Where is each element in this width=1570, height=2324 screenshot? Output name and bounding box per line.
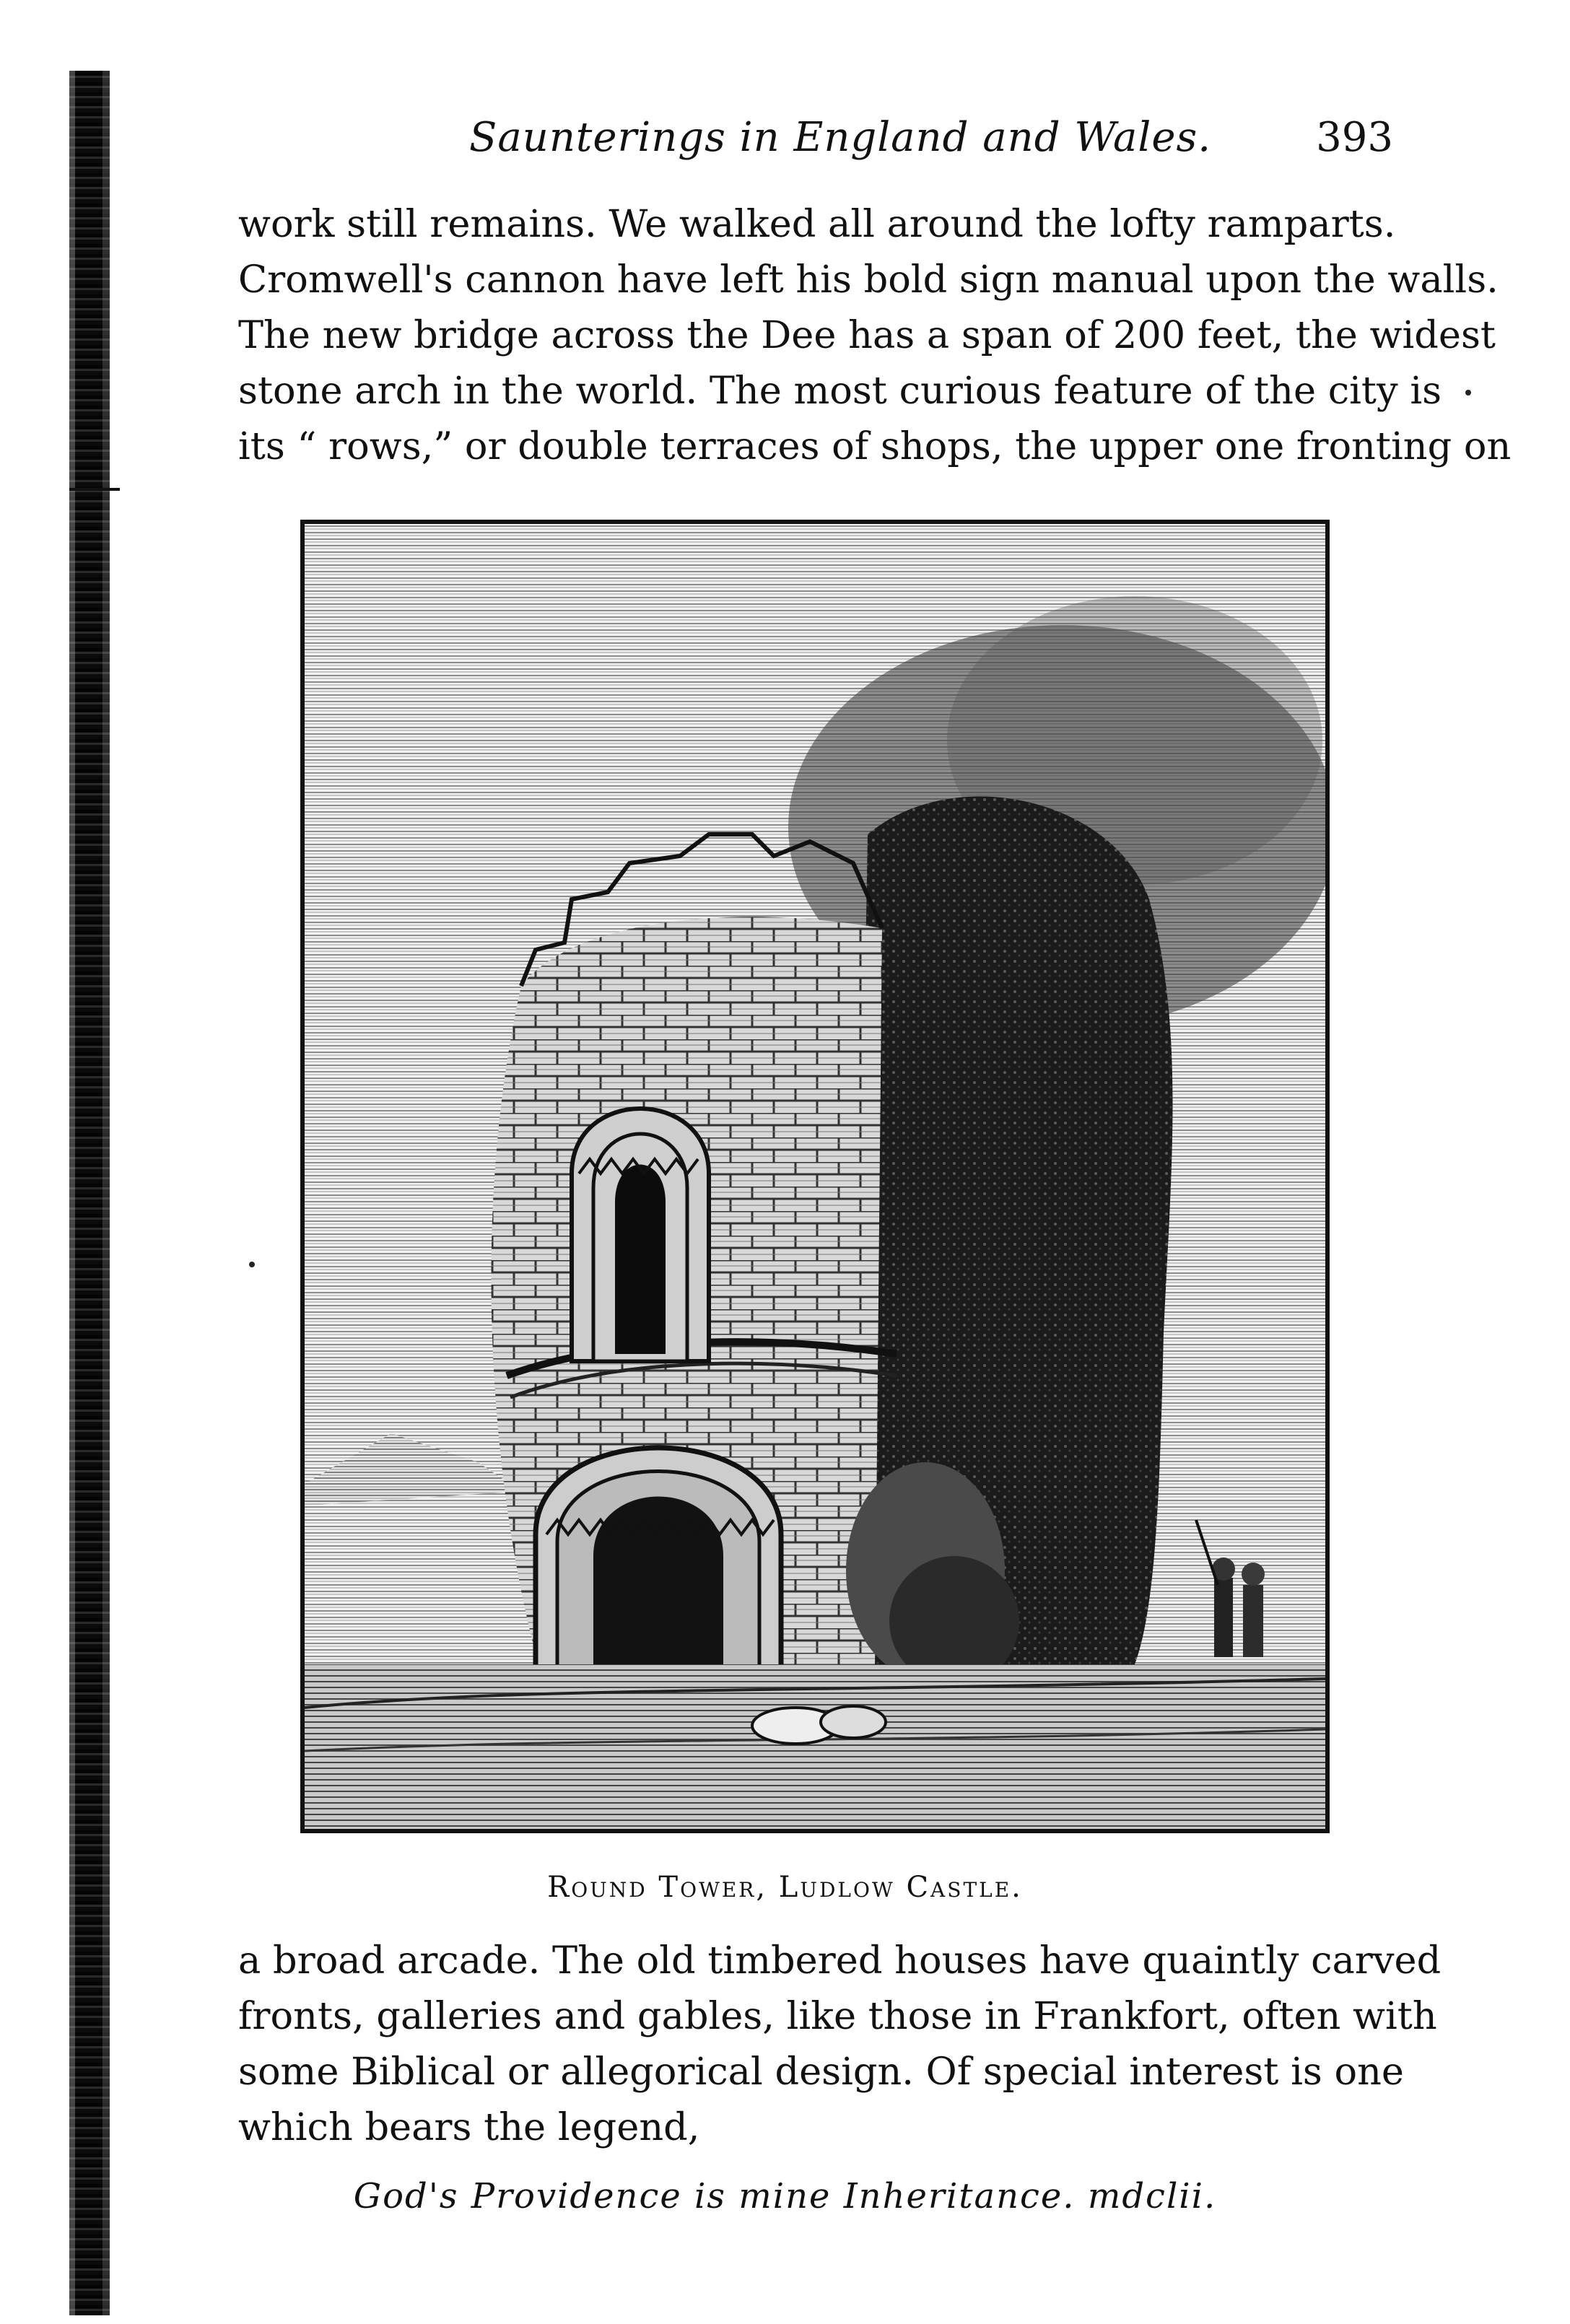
running-title: Saunterings in England and Wales. xyxy=(469,114,1212,161)
text-line: work still remains. We walked all around the lofty ramparts. xyxy=(238,202,1396,246)
blackletter-motto: God's Providence is mine Inheritance. mdclii. xyxy=(353,2176,1217,2216)
text-line: stone arch in the world. The most curious feature of the city is xyxy=(238,369,1442,413)
body-text-bottom xyxy=(238,1933,1442,2155)
scan-speck xyxy=(249,1262,255,1267)
scan-speck xyxy=(1465,390,1471,396)
text-line: fronts, galleries and gables, like those in Frankfort, often with xyxy=(238,1994,1437,2038)
binding-mark xyxy=(69,488,120,491)
text-line: its “ rows,” or double terraces of shops, the upper one fronting on xyxy=(238,424,1512,468)
body-text-top xyxy=(238,196,1512,474)
text-line: which bears the legend, xyxy=(238,2105,700,2149)
text-line: some Biblical or allegorical design. Of special interest is one xyxy=(238,2050,1404,2094)
illustration-caption: Round Tower, Ludlow Castle. xyxy=(547,1871,1023,1904)
round-tower-engraving xyxy=(305,524,1325,1829)
page-header xyxy=(238,114,1393,165)
text-line: a broad arcade. The old timbered houses have quaintly carved xyxy=(238,1939,1442,1983)
page-number: 393 xyxy=(1316,114,1393,161)
engraving-illustration xyxy=(300,520,1330,1833)
text-line: Cromwell's cannon have left his bold sign manual upon the walls. xyxy=(238,258,1499,302)
text-line: The new bridge across the Dee has a span of 200 feet, the widest xyxy=(238,313,1496,357)
scanned-binding-edge xyxy=(69,71,110,2315)
